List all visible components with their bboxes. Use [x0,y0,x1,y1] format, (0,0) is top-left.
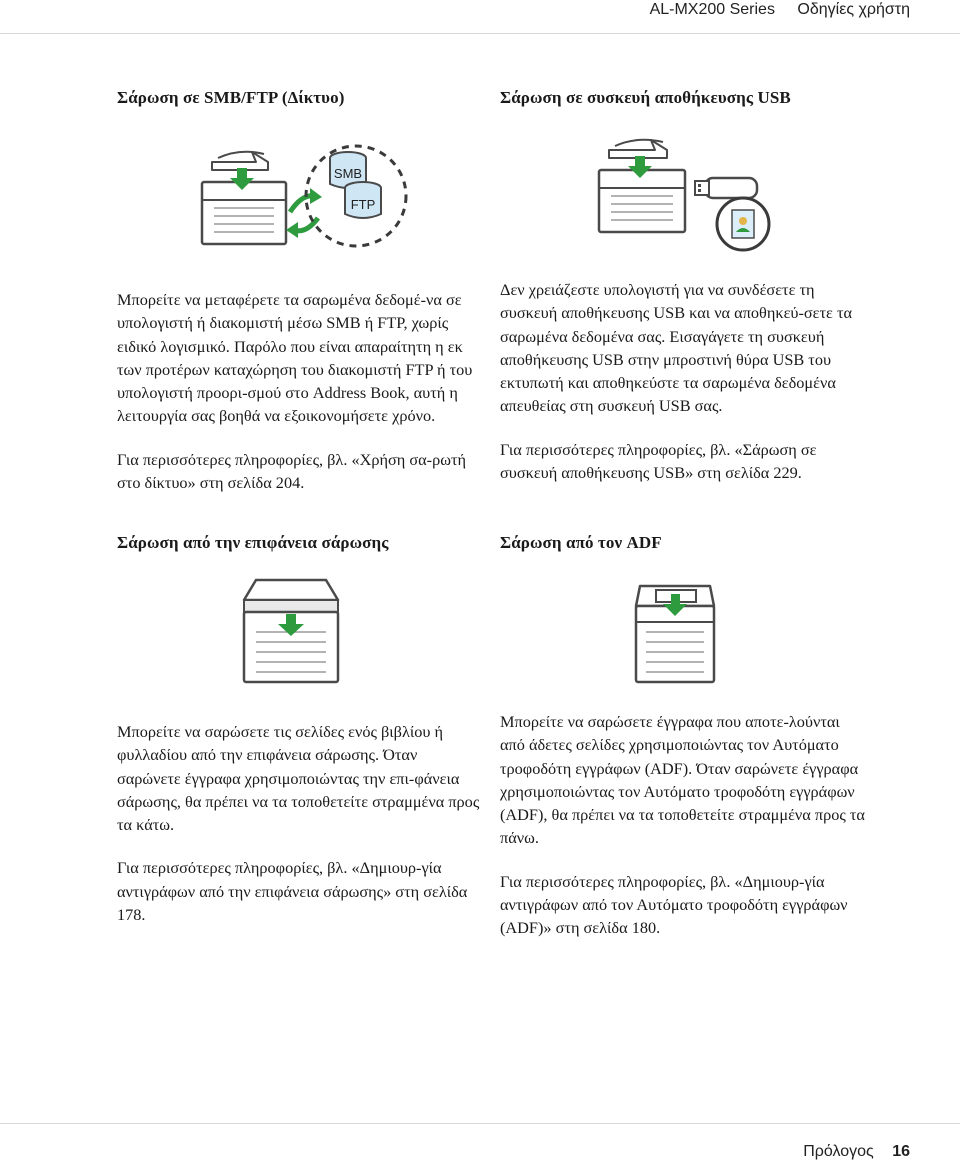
reference-paragraph: Για περισσότερες πληροφορίες, βλ. «Δημιουρ-γία αντιγράφων από την επιφάνεια σάρωσης» στη σελίδα 178. [117,858,468,925]
page-number: 16 [892,1143,910,1160]
printer-to-usb-storage-icon [585,128,775,258]
section-heading: Σάρωση από την επιφάνεια σάρωσης [117,533,389,552]
section-scan-glass [117,533,482,553]
section-scan-usb-body [500,278,865,504]
product-series: AL-MX200 Series [649,1,775,18]
section-heading: Σάρωση σε SMB/FTP (Δίκτυο) [117,88,345,107]
reference-paragraph: Για περισσότερες πληροφορίες, βλ. «Σάρωση σε συσκευή αποθήκευσης USB» στη σελίδα 229. [500,439,817,483]
smb-label: SMB [333,166,363,181]
ftp-label: FTP [350,197,376,212]
paragraph: Δεν χρειάζεστε υπολογιστή για να συνδέσετε τη συσκευή αποθήκευσης USB και να αποθηκεύ-σετε τα σαρωμένα δεδομένα σας. Εισαγάγετε τη συσκευή αποθήκευσης USB στην μπροστινή θύρα USB του εκτυπωτή και αποθηκεύστε τα σαρωμένα δεδομένα απευθείας στη συσκευή USB σας. [500,280,853,416]
section-scan-adf-body [500,710,865,960]
document-glass-scan-icon [228,576,358,690]
section-scan-smb-ftp-body [117,288,482,514]
page-footer [803,1143,910,1161]
document-title: Οδηγίες χρήστη [797,1,910,18]
paragraph: Μπορείτε να μεταφέρετε τα σαρωμένα δεδομέ-να σε υπολογιστή ή διακομιστή μέσω SMB ή FTP, χωρίς ειδικό λογισμικό. Παρόλο που είναι απαραίτητη η εκ των προτέρων καταχώρηση του διακομιστή FTP ή του υπολογιστή προορι-σμού στο Address Book, αυτή η λειτουργία σας βοηθά να εξοικονομήσετε χρόνο. [117,290,473,426]
paragraph: Μπορείτε να σαρώσετε έγγραφα που αποτε-λούνται από άδετες σελίδες χρησιμοποιώντας τον Αυτόματο τροφοδότη εγγράφων (ADF). Όταν σαρώνετε έγγραφα χρησιμοποιώντας τον Αυτόματο τροφοδότη εγγράφων (ADF), θα πρέπει να τα τοποθετείτε στραμμένα προς τα πάνω. [500,712,865,848]
reference-paragraph: Για περισσότερες πληροφορίες, βλ. «Χρήση σα-ρωτή στο δίκτυο» στη σελίδα 204. [117,449,466,493]
section-scan-smb-ftp [117,88,482,108]
chapter-name: Πρόλογος [803,1143,874,1160]
section-scan-usb [500,88,865,108]
paragraph: Μπορείτε να σαρώσετε τις σελίδες ενός βιβλίου ή φυλλαδίου από την επιφάνεια σάρωσης. Όταν σαρώνετε έγγραφα χρησιμοποιώντας την επι-φάνεια σάρωσης, θα πρέπει να τα τοποθετείτε στραμμένα προς τα κάτω. [117,722,480,835]
printer-to-smb-ftp-server-icon [190,134,410,264]
page-header [650,0,910,23]
section-heading: Σάρωση από τον ADF [500,533,662,552]
footer-divider [0,1123,960,1124]
section-scan-adf [500,533,865,553]
adf-scan-icon [620,576,730,690]
section-scan-glass-body [117,720,482,946]
header-divider [0,33,960,34]
reference-paragraph: Για περισσότερες πληροφορίες, βλ. «Δημιουρ-γία αντιγράφων από τον Αυτόματο τροφοδότη εγγράφων (ADF)» στη σελίδα 180. [500,871,848,938]
section-heading: Σάρωση σε συσκευή αποθήκευσης USB [500,88,791,107]
